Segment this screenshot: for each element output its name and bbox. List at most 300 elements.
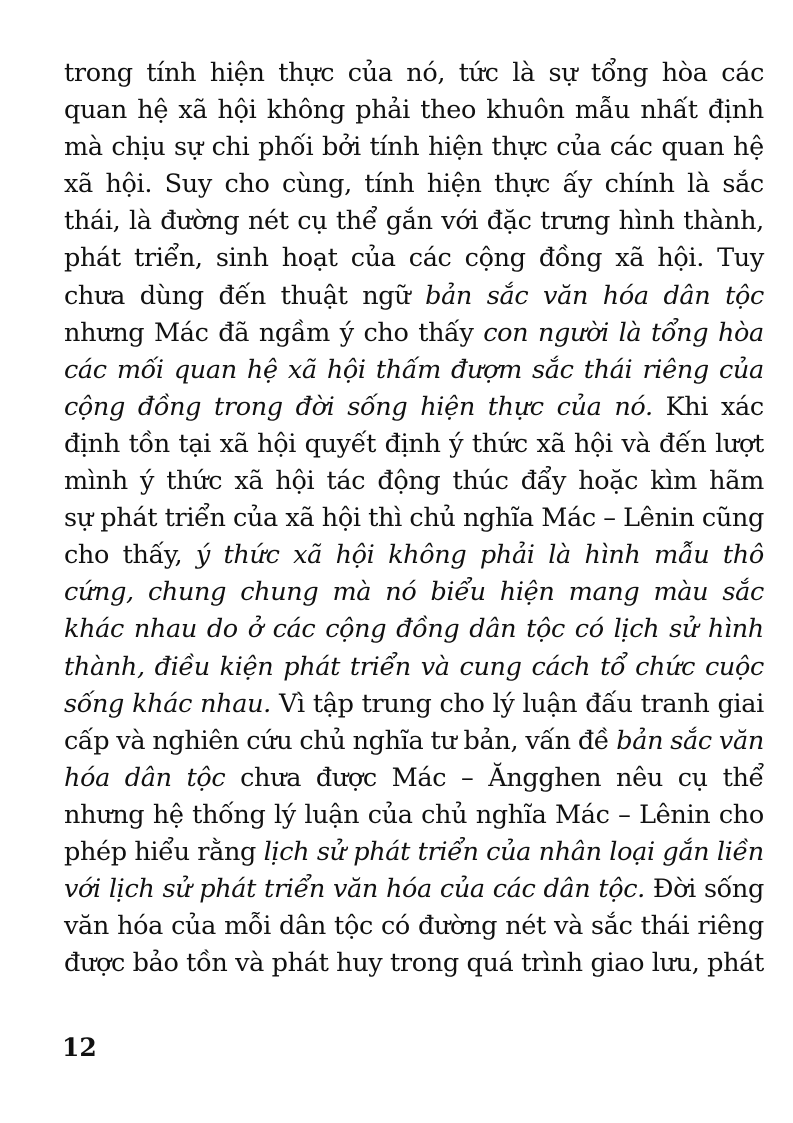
word: tư (430, 725, 457, 756)
italic-word: cuộc (704, 651, 764, 682)
word: hội (321, 503, 361, 534)
italic-word: hình (707, 614, 764, 645)
word: quá (466, 948, 514, 979)
word: triển, (133, 243, 203, 274)
word: xác (721, 391, 764, 422)
italic-word: bản (425, 280, 472, 311)
italic-word: thô (722, 540, 764, 571)
text-line (64, 426, 764, 463)
italic-word: tộc (186, 762, 226, 793)
word: chưa (64, 280, 125, 311)
italic-word: nhau (133, 614, 197, 645)
word: nhưng (64, 317, 145, 348)
word: cho (439, 688, 485, 719)
italic-word: ở (247, 614, 263, 645)
word: ý (449, 428, 464, 459)
word: ấy (562, 169, 592, 200)
word: hiểu (134, 836, 190, 867)
word: riêng (697, 911, 764, 942)
italic-word: phát (353, 836, 411, 867)
italic-word: tổng (651, 317, 709, 348)
word: ngầm (258, 317, 330, 348)
italic-word: hiện (499, 577, 555, 608)
italic-word: dân (469, 614, 517, 645)
word: quan (661, 132, 725, 163)
word: của (347, 58, 393, 88)
italic-word: cộng (325, 614, 387, 645)
italic-word: triển (349, 651, 411, 682)
italic-word: cách (531, 651, 591, 682)
word: và (554, 911, 583, 942)
text-line (64, 908, 764, 945)
italic-word: hóa (64, 762, 110, 793)
italic-word: dân (543, 874, 591, 905)
word: sự (548, 58, 578, 88)
word: nghĩa (462, 503, 534, 534)
text-line (64, 92, 764, 129)
italic-word: hội (326, 354, 366, 385)
word: cho (718, 799, 764, 830)
word: thực (278, 58, 335, 88)
word: bởi (321, 132, 361, 163)
word: hệ (137, 95, 169, 126)
word: hoạt (281, 243, 338, 274)
italic-word: cứng, (64, 577, 134, 608)
text-line (64, 723, 764, 760)
word: sinh (215, 243, 269, 274)
italic-word: dân (124, 762, 172, 793)
word: tồn (128, 428, 170, 459)
word: xã (615, 243, 645, 274)
word: chủ (299, 725, 346, 756)
italic-word: với (64, 874, 101, 905)
word: thuật (280, 280, 348, 311)
word: giai (717, 688, 764, 719)
word: văn (64, 911, 109, 942)
italic-word: gắn (662, 836, 710, 867)
word: là (512, 58, 535, 88)
text-line (64, 945, 764, 982)
word: thái (640, 911, 690, 942)
word: chủ (409, 503, 456, 534)
word: tác (326, 466, 366, 497)
word: lý (273, 799, 296, 830)
italic-word: của (439, 874, 485, 905)
word: tính (369, 132, 420, 163)
italic-word: mà (332, 577, 372, 608)
italic-word: dân (663, 280, 711, 311)
word: được (315, 762, 377, 793)
italic-word: phát (283, 651, 341, 682)
italic-word: nhau. (200, 688, 271, 719)
word: thống (192, 799, 266, 830)
word: không (266, 95, 345, 126)
word: luận (304, 799, 360, 830)
word: cứu (246, 725, 293, 756)
word: Lênin (623, 503, 695, 534)
italic-word: các (492, 874, 536, 905)
word: đẩy (520, 466, 567, 497)
word: Mác (555, 799, 610, 830)
word: Ăngghen (488, 762, 602, 793)
text-line (64, 537, 764, 574)
italic-word: riêng (642, 354, 709, 385)
word: hoặc (578, 466, 639, 497)
word: bản, (463, 725, 519, 756)
text-line (64, 686, 764, 723)
word: lưu, (651, 948, 700, 979)
italic-word: hệ (246, 354, 278, 385)
italic-word: sử (162, 874, 192, 905)
italic-word: biểu (430, 577, 486, 608)
text-line (64, 166, 764, 203)
word: sống (703, 874, 764, 905)
italic-word: đời (295, 391, 335, 422)
italic-word: của (718, 354, 764, 385)
word: mà (64, 132, 103, 163)
italic-word: có (574, 614, 604, 645)
italic-word: đồng (137, 391, 202, 422)
word: nêu (616, 762, 663, 793)
word: hiện (426, 169, 482, 200)
word: mẫu (574, 95, 631, 126)
italic-word: thức (223, 540, 280, 571)
word: có (380, 911, 410, 942)
word: Lênin (639, 799, 711, 830)
word: – (603, 503, 616, 534)
italic-word: triển (264, 874, 326, 905)
word: chi (211, 132, 250, 163)
italic-word: sắc (532, 354, 574, 385)
word: hội. (657, 243, 704, 274)
word: trong (64, 58, 133, 88)
word: các (609, 132, 653, 163)
word: tộc (334, 911, 373, 942)
word: chính (604, 169, 675, 200)
text-line (64, 760, 764, 797)
italic-word: thái (583, 354, 633, 385)
text-line (64, 611, 764, 648)
word: tính (146, 58, 197, 88)
word: phát (64, 243, 121, 274)
word: Đời (652, 874, 696, 905)
word: tức (458, 58, 499, 88)
word: nhưng (64, 799, 145, 830)
italic-word: quan (173, 354, 237, 385)
text-line (64, 352, 764, 389)
italic-word: các (272, 614, 316, 645)
word: hội (573, 428, 613, 459)
word: thấy, (122, 540, 183, 571)
word: chủ (421, 799, 468, 830)
word: hội (275, 466, 315, 497)
italic-word: cộng (64, 391, 125, 422)
italic-word: chung (147, 577, 227, 608)
italic-word: hòa (717, 317, 764, 348)
word: và (116, 725, 146, 756)
word: xã (178, 95, 208, 126)
word: sự (64, 503, 93, 534)
word: thức (471, 428, 528, 459)
italic-word: màu (653, 577, 709, 608)
word: mỗi (224, 911, 271, 942)
italic-word: tộc. (598, 874, 645, 905)
word: cùng, (282, 169, 352, 200)
italic-word: xã (287, 354, 317, 385)
italic-word: là (548, 540, 571, 571)
word: đến (659, 428, 707, 459)
word: được (64, 948, 125, 979)
word: chưa (240, 762, 302, 793)
italic-word: kiện (219, 651, 274, 682)
word: tổng (590, 58, 649, 88)
word: thực (494, 169, 551, 200)
text-line (64, 203, 764, 240)
word: các (721, 58, 764, 88)
word: cụ (297, 206, 328, 237)
word: đã (218, 317, 250, 348)
italic-word: nhân (538, 836, 602, 867)
word: thức (166, 466, 223, 497)
word: quyết (304, 428, 376, 459)
italic-word: lịch (613, 614, 660, 645)
text-line (64, 834, 764, 871)
word: tranh (640, 688, 710, 719)
word: định (707, 95, 764, 126)
word: bảo (132, 948, 179, 979)
word: cộng (464, 243, 526, 274)
word: nghiên (152, 725, 240, 756)
italic-word: bản (616, 725, 664, 756)
word: hòa (661, 58, 708, 88)
word: phát (707, 948, 764, 979)
word: trung (361, 688, 432, 719)
word: lý (492, 688, 515, 719)
italic-word: là (618, 317, 642, 348)
word: kìm (650, 466, 697, 497)
word: huy (336, 948, 383, 979)
italic-word: các (64, 354, 107, 385)
word: cấp (64, 725, 110, 756)
page-number: 12 (62, 1033, 97, 1062)
italic-word: sử (316, 836, 346, 867)
word: Mác (391, 762, 447, 793)
word: định (384, 428, 441, 459)
word: trình (521, 948, 583, 979)
word: hệ (152, 799, 184, 830)
word: cụ (677, 762, 708, 793)
word: xã (536, 428, 566, 459)
word: đường (418, 911, 498, 942)
word: là (128, 206, 152, 237)
word: ngữ (362, 280, 411, 311)
italic-word: đượm (451, 354, 522, 385)
word: Khi (665, 391, 709, 422)
italic-word: và (420, 651, 450, 682)
italic-word: sắc (486, 280, 529, 311)
word: sự (174, 132, 203, 163)
word: hóa (117, 911, 164, 942)
word: hệ (733, 132, 764, 163)
word: thành, (683, 206, 764, 237)
word: Mác (541, 503, 596, 534)
text-line (64, 129, 764, 166)
word: của (556, 132, 602, 163)
italic-word: mẫu (654, 540, 710, 571)
word: sắc (591, 911, 633, 942)
word: Vì (278, 688, 305, 719)
text-line (64, 574, 764, 611)
text-line (64, 649, 764, 686)
italic-word: chức (635, 651, 696, 682)
word: theo (420, 95, 476, 126)
word: xã (285, 503, 315, 534)
word: Suy (164, 169, 212, 200)
italic-word: văn (543, 280, 589, 311)
word: hãm (709, 466, 764, 497)
text-line (64, 278, 764, 315)
word: dân (279, 911, 326, 942)
word: thực (491, 132, 548, 163)
italic-word: tộc (526, 614, 565, 645)
italic-word: mối (116, 354, 164, 385)
word: của (171, 911, 216, 942)
word: Tuy (717, 243, 764, 274)
word: trong (390, 948, 459, 979)
word: thấy (418, 317, 474, 348)
word: thái, (64, 206, 121, 237)
word: động (377, 466, 441, 497)
italic-word: đồng (396, 614, 460, 645)
word: cho (363, 317, 409, 348)
italic-word: phát (199, 874, 257, 905)
text-line (64, 240, 764, 277)
italic-word: tổ (600, 651, 626, 682)
word: tại (178, 428, 211, 459)
word: nghĩa (475, 799, 547, 830)
word: Mác (154, 317, 209, 348)
word: nhất (640, 95, 698, 126)
word: vấn (525, 725, 571, 756)
word: gắn (385, 206, 433, 237)
italic-word: do (206, 614, 238, 645)
word: – (461, 762, 474, 793)
word: định (64, 428, 120, 459)
word: phát (100, 503, 158, 534)
italic-word: hình (584, 540, 641, 571)
word: giao (590, 948, 645, 979)
word: cũng (701, 503, 764, 534)
word: tính (364, 169, 415, 200)
word: lượt (715, 428, 764, 459)
italic-word: hóa (385, 874, 432, 905)
word: triển (164, 503, 226, 534)
italic-word: hóa (602, 280, 649, 311)
italic-word: hiện (420, 391, 475, 422)
italic-word: liền (716, 836, 764, 867)
word: xã (234, 466, 264, 497)
italic-word: của (556, 391, 602, 422)
word: thể (335, 206, 378, 237)
italic-word: người (537, 317, 609, 348)
word: thì (368, 503, 402, 534)
word: cho (224, 169, 270, 200)
italic-word: điều (154, 651, 210, 682)
italic-word: cung (459, 651, 522, 682)
word: phối (258, 132, 314, 163)
word: – (618, 799, 631, 830)
word: hội. (105, 169, 153, 200)
body-text (64, 55, 764, 982)
italic-word: trong (213, 391, 283, 422)
italic-word: sống (347, 391, 408, 422)
word: nghĩa (352, 725, 424, 756)
italic-word: lịch (108, 874, 155, 905)
italic-word: chung (240, 577, 319, 608)
word: chịu (111, 132, 166, 163)
italic-word: triển (417, 836, 479, 867)
word: đến (218, 280, 266, 311)
word: thể (722, 762, 764, 793)
word: và (235, 948, 264, 979)
word: rằng (197, 836, 256, 867)
word: của (350, 243, 396, 274)
word: là (687, 169, 710, 200)
italic-word: sử (669, 614, 698, 645)
word: và (621, 428, 651, 459)
word: hình (618, 206, 675, 237)
word: các (408, 243, 452, 274)
word: đấu (585, 688, 633, 719)
italic-word: sắc (670, 725, 712, 756)
italic-word: lịch (263, 836, 310, 867)
italic-word: không (388, 540, 467, 571)
italic-word: của (486, 836, 532, 867)
word: ý (339, 317, 354, 348)
word: phép (64, 836, 127, 867)
italic-word: ý (195, 540, 210, 571)
word: với (441, 206, 479, 237)
italic-word: thấm (375, 354, 441, 385)
italic-word: con (483, 317, 529, 348)
italic-word: thực (487, 391, 544, 422)
italic-word: văn (333, 874, 378, 905)
word: xã (219, 428, 249, 459)
italic-word: văn (718, 725, 764, 756)
italic-word: khác (132, 688, 193, 719)
word: dùng (139, 280, 204, 311)
word: tập (312, 688, 354, 719)
word: đặc (486, 206, 532, 237)
text-line (64, 55, 764, 92)
text-line (64, 389, 764, 426)
italic-word: sống (64, 688, 125, 719)
word: sắc (722, 169, 764, 200)
italic-word: nó. (614, 391, 653, 422)
word: ý (139, 466, 155, 497)
italic-word: thành, (64, 651, 145, 682)
word: phải (355, 95, 410, 126)
word: của (233, 503, 278, 534)
word: hội (257, 428, 297, 459)
word: luận (522, 688, 578, 719)
italic-word: loại (609, 836, 655, 867)
word: đồng (538, 243, 603, 274)
word: đề (577, 725, 610, 756)
word: nét (247, 206, 289, 237)
word: hiện (209, 58, 265, 88)
word: cho (64, 540, 110, 571)
